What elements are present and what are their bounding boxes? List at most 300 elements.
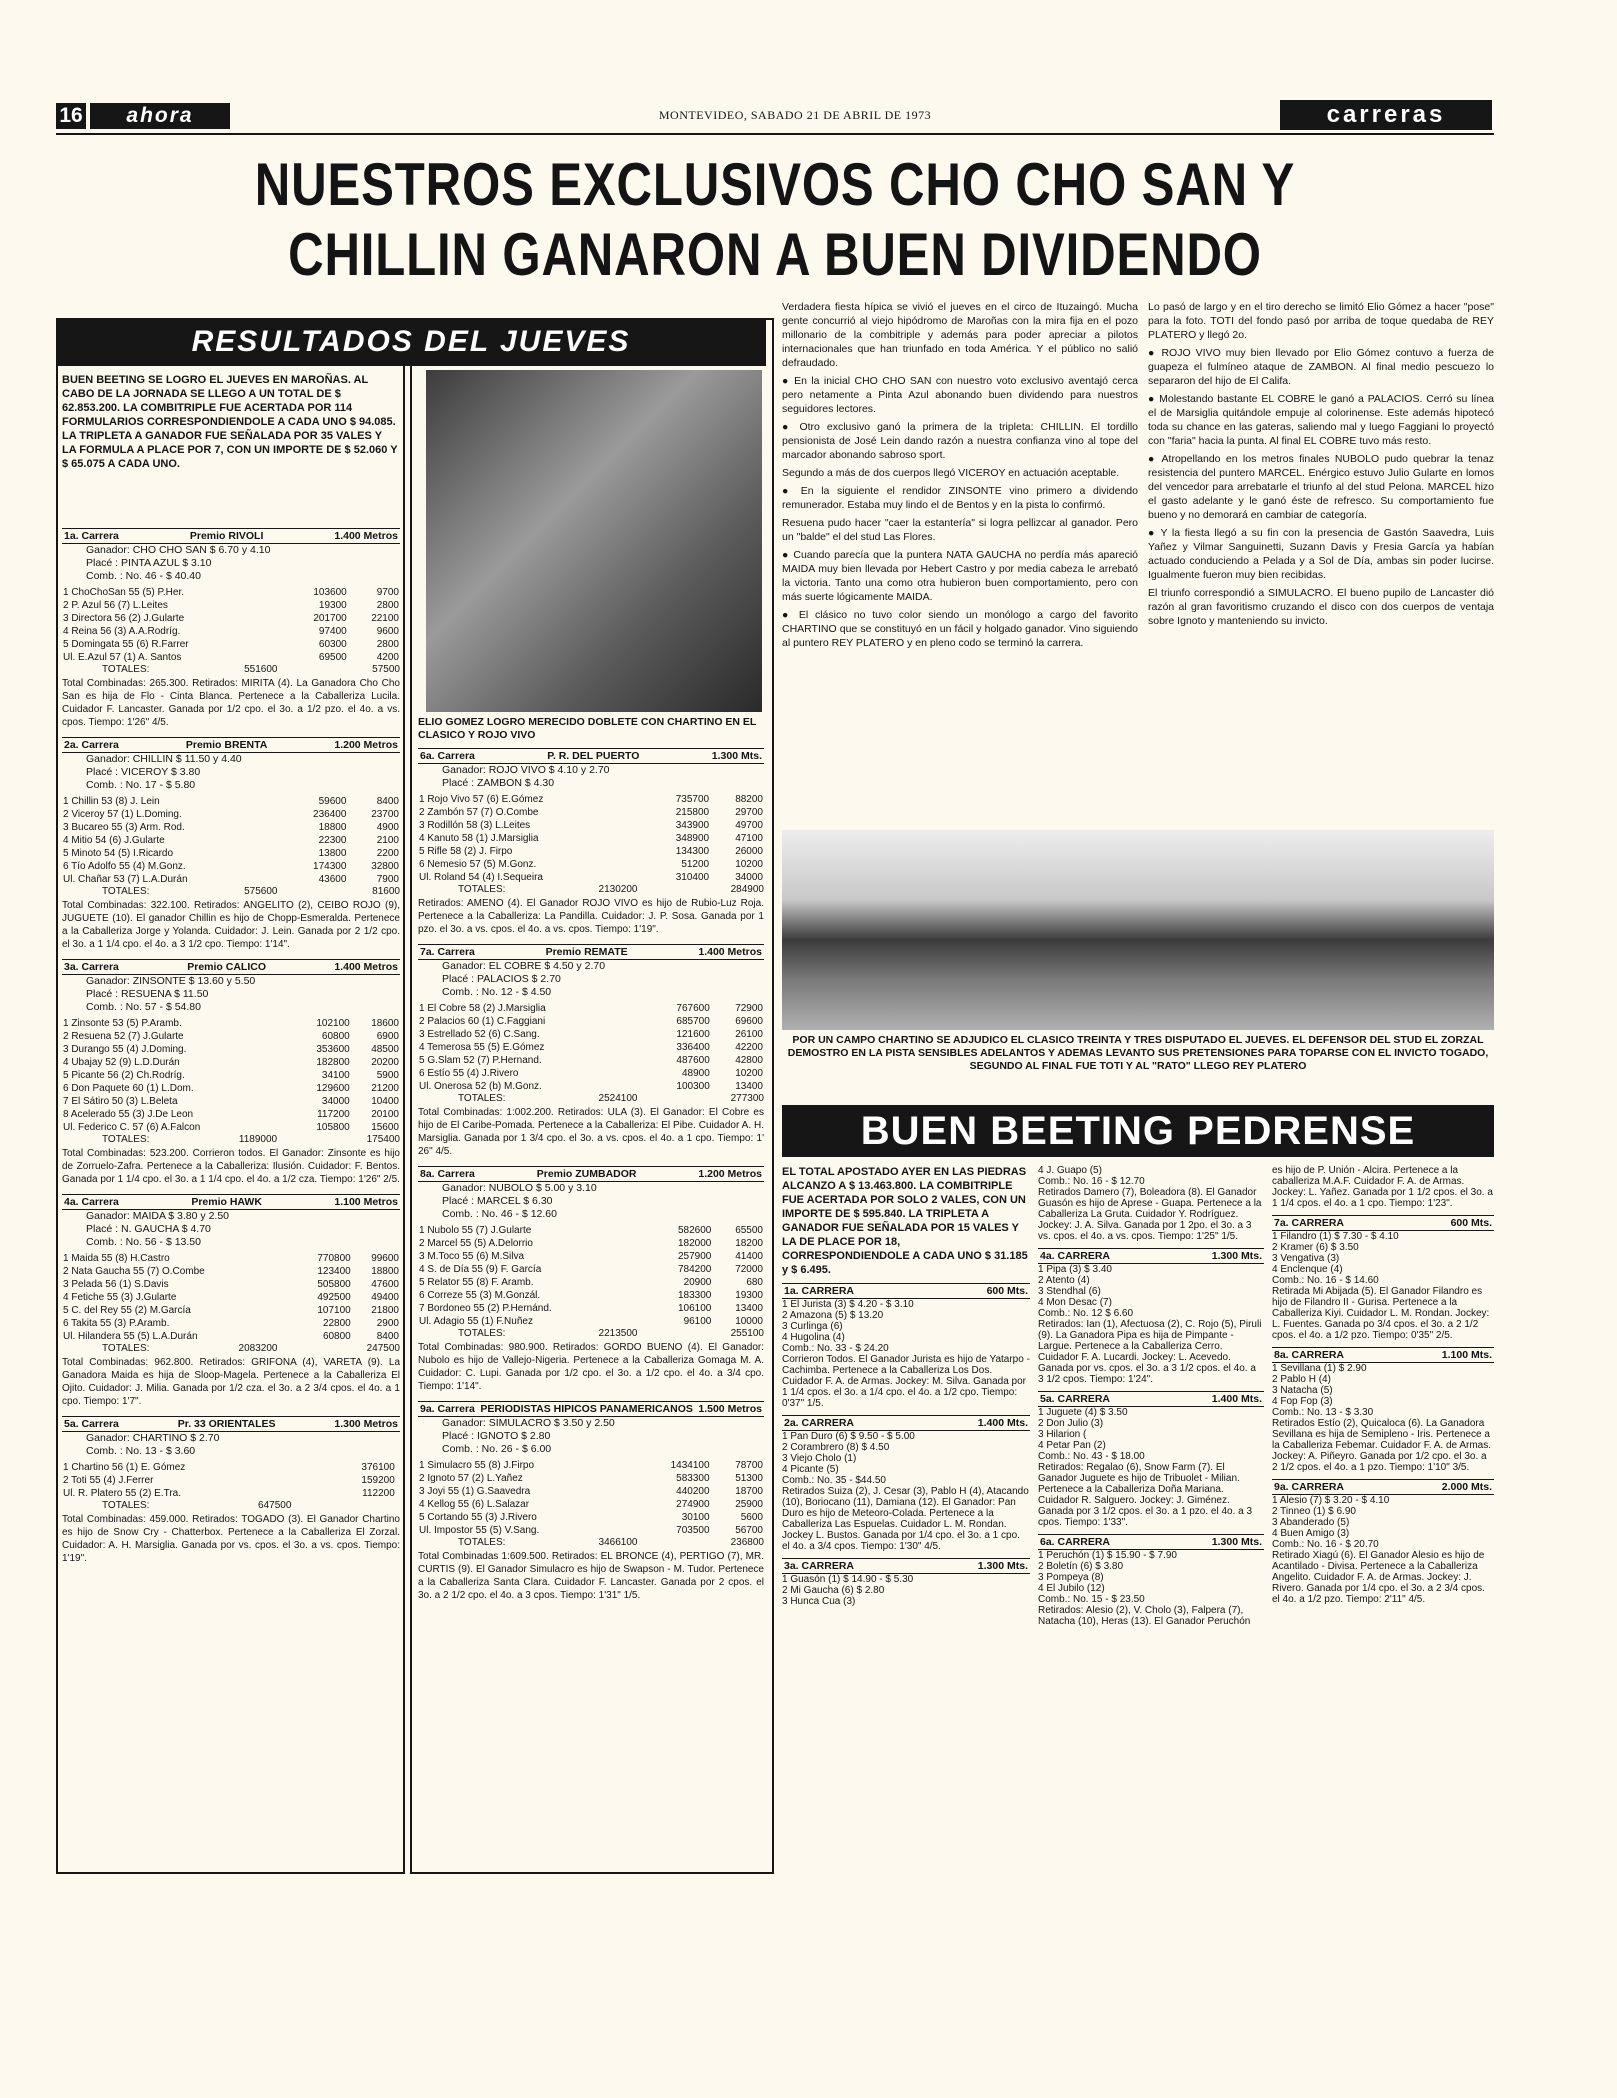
race-number: 6a. Carrera — [420, 750, 475, 762]
race-cell: Ul. E.Azul 57 (1) A. Santos — [63, 652, 182, 663]
race-cell: 2 Ignoto 57 (2) L.Yañez — [419, 1473, 523, 1484]
race-cell: 18800 — [318, 822, 347, 833]
pedrense-race-distance: 600 Mts. — [986, 1285, 1028, 1297]
race-number: 1a. Carrera — [64, 530, 119, 542]
race-cell: 4900 — [376, 822, 399, 833]
pedrense-line: 1 Peruchón (1) $ 15.90 - $ 7.90 — [1038, 1550, 1177, 1561]
pedrense-race — [782, 1558, 1030, 1607]
story-paragraph: ● El clásico no tuvo color siendo un monólogo a cargo del favorito CHARTINO que se constituyó en un fácil y holgado ganador. Vino siguiendo al puntero REY PLATERO y en pleno codo se terminó la carrera. — [782, 609, 1138, 649]
race-cell: 7900 — [376, 874, 399, 885]
race-cell: 4 Temerosa 55 (5) E.Gómez — [419, 1042, 545, 1053]
race-cell: 770800 — [317, 1253, 351, 1264]
race-header — [62, 959, 400, 975]
race-table — [418, 1459, 764, 1537]
pedrense-line: Comb.: No. 16 - $ 20.70 — [1272, 1539, 1379, 1550]
pedrense-race-body — [1272, 1495, 1494, 1605]
pedrense-race — [1272, 1165, 1494, 1209]
race-row — [418, 819, 764, 832]
race-cell: 1434100 — [670, 1460, 710, 1471]
race-row — [418, 793, 764, 806]
headline-line-2: CHILLIN GANARON A BUEN DIVIDENDO — [288, 221, 1262, 288]
race-cell: 6 Estío 55 (4) J.Rivero — [419, 1068, 519, 1079]
race-cell — [396, 1487, 400, 1500]
race-table — [418, 793, 764, 884]
race-cell: 685700 — [676, 1016, 710, 1027]
race-cell — [396, 1461, 400, 1474]
race-row — [418, 1080, 764, 1093]
race-total-cell: TOTALES: — [102, 1343, 150, 1354]
race-cell: 60800 — [321, 1031, 350, 1042]
race-cell: 47600 — [371, 1279, 399, 1290]
pedrense-race — [1038, 1391, 1264, 1528]
race-cell: 3 Durango 55 (4) J.Doming. — [63, 1044, 187, 1055]
pedrense-column-b — [1038, 1165, 1264, 1870]
race-cell: 10200 — [735, 859, 763, 870]
race-row — [62, 1030, 400, 1043]
race-row — [62, 1278, 400, 1291]
pedrense-race-number: 2a. CARRERA — [784, 1417, 855, 1429]
pedrense-race-header — [782, 1415, 1030, 1431]
pedrense-race-body — [1038, 1264, 1264, 1385]
race-place: Placé : VICEROY $ 3.80 — [86, 766, 201, 778]
race-cell: 376100 — [361, 1462, 395, 1473]
pedrense-line: 2 Mi Gaucha (6) $ 2.80 — [782, 1585, 885, 1596]
race-total-cell: TOTALES: — [458, 884, 506, 895]
race-header — [418, 1166, 764, 1182]
pedrense-line: Corrieron Todos. El Ganador Jurista es hijo de Yatarpo - Cachimba. Pertenece a la Caballeriza Los Dos. Cuidador F. A. de Armas. Jockey: M. Silva. Ganada por 1 1/4 cpos. el 3o. a 1/4 cpo. el 4o. a 1/2 cpo. Tiempo: 0'37" 1/5. — [782, 1354, 1030, 1409]
race-payouts — [418, 960, 764, 999]
race-totals — [62, 664, 400, 675]
headline-line-1: NUESTROS EXCLUSIVOS CHO CHO SAN Y — [254, 151, 1296, 218]
race-payouts — [62, 1432, 400, 1458]
race-cell: 4 Fetiche 55 (3) J.Gularte — [63, 1292, 177, 1303]
race-payouts — [418, 1417, 764, 1456]
race-winner: Ganador: CHILLIN $ 11.50 y 4.40 — [86, 753, 242, 765]
race-note: Total Combinadas: 459.000. Retirados: TOGADO (3). El Ganador Chartino es hijo de Snow Cry - Chatterbox. Pertenece a la Caballeriza El Zorzal. Cuidador: A. H. Marsiglia. Ganada por vs. cpos. el 3o. a vs. cpos. Tiempo: 1'19". — [62, 1514, 400, 1564]
story-paragraph: ● Y la fiesta llegó a su fin con la presencia de Gastón Saavedra, Luis Yañez y Vilmar Sanguinetti, Suzann Davis y Fresia García ya habían actuado conduciendo a Pelada y a Sol de Día, ambas sin poder lucirse. Igualmente fueron muy bien recibidas. — [1148, 527, 1494, 581]
race-cell: 96100 — [683, 1316, 712, 1327]
pedrense-line: Comb.: No. 35 - $44.50 — [782, 1475, 886, 1486]
race-cell: 18700 — [735, 1486, 763, 1497]
race-row — [62, 1121, 400, 1134]
race-cell: 51200 — [681, 859, 710, 870]
race-table — [418, 1224, 764, 1328]
race-row — [62, 625, 400, 638]
pedrense-line: 1 Filandro (1) $ 7.30 - $ 4.10 — [1272, 1231, 1399, 1242]
race-row — [62, 599, 400, 612]
race-place: Placé : IGNOTO $ 2.80 — [442, 1430, 551, 1442]
race-cell: 2 Marcel 55 (5) A.Delorrio — [419, 1238, 533, 1249]
race-total-cell: 247500 — [366, 1343, 400, 1354]
masthead-rule — [56, 133, 1494, 135]
pedrense-race — [782, 1283, 1030, 1409]
pedrense-line: Retirados Suiza (2), J. Cesar (3), Pablo H (4), Atacando (10), Boriocano (11), Damiana (12). El Ganador: Pan Duro es hijo de Meteoro-Colada. Pertenece a la Caballeriza Las Espuelas. Cuidador L. M. Rondan. Jockey L. Bustos. Ganada por 1/4 cpo. el 3o. a 1 cpo. el 4o. a 3/4 cpos. Tiempo: 1'30" 4/5. — [782, 1486, 1029, 1552]
race-prize: PERIODISTAS HIPICOS PANAMERICANOS — [480, 1403, 693, 1415]
pedrense-line: 4 Enclenque (4) — [1272, 1264, 1343, 1275]
race-total-cell: TOTALES: — [458, 1537, 506, 1548]
pedrense-line: Retirados: Regalao (6), Snow Farm (7). El Ganador Juguete es hijo de Tribuolet - Milian. Pertenece a la Caballeriza Doña Mariana. Cuidador R. Salguero. Jockey: J. Giménez. Ganada por 3 1/2 cpos. el 3o. a 1 pzo. el 4o. a 3 cpos. Tiempo: 1'33". — [1038, 1462, 1253, 1528]
race-table — [62, 795, 400, 886]
race-cell: 274900 — [676, 1499, 710, 1510]
pedrense-line: 2 Corambrero (8) $ 4.50 — [782, 1442, 890, 1453]
race-comb: Comb. : No. 57 - $ 54.80 — [86, 1001, 201, 1013]
race-distance: 1.300 Mts. — [711, 750, 762, 762]
race-cell: 1 ChoChoSan 55 (5) P.Her. — [63, 587, 185, 598]
race-row — [62, 1017, 400, 1030]
race-cell: 5 Domingata 55 (6) R.Farrer — [63, 639, 189, 650]
race-prize: Premio BRENTA — [185, 739, 268, 751]
pedrense-race — [1038, 1534, 1264, 1627]
race-result — [62, 1194, 400, 1408]
race-result — [62, 737, 400, 951]
pedrense-line: Comb.: No. 16 - $ 14.60 — [1272, 1275, 1379, 1286]
race-row — [62, 821, 400, 834]
pedrense-line: 1 El Jurista (3) $ 4.20 - $ 3.10 — [782, 1299, 914, 1310]
race-distance: 1.200 Metros — [334, 739, 398, 751]
pedrense-race-distance: 1.400 Mts. — [977, 1417, 1028, 1429]
race-cell: 10400 — [371, 1096, 399, 1107]
race-row — [62, 860, 400, 873]
pedrense-line: 2 Tinneo (1) $ 6.90 — [1272, 1506, 1356, 1517]
race-cell: 6 Don Paquete 60 (1) L.Dom. — [63, 1083, 194, 1094]
race-total-cell: 81600 — [372, 886, 400, 897]
race-total-cell: TOTALES: — [102, 1500, 150, 1511]
pedrense-line: 4 Petar Pan (2) — [1038, 1440, 1106, 1451]
pedrense-race-body — [1272, 1363, 1494, 1473]
pedrense-race-body — [1038, 1407, 1264, 1528]
race-prize: Premio ZUMBADOR — [536, 1168, 637, 1180]
race-cell: 102100 — [316, 1018, 350, 1029]
dateline: MONTEVIDEO, SABADO 21 DE ABRIL DE 1973 — [658, 108, 932, 122]
race-cell: 3 Rodillón 58 (3) L.Leites — [419, 820, 531, 831]
race-comb: Comb. : No. 13 - $ 3.60 — [86, 1445, 196, 1457]
race-distance: 1.500 Metros — [698, 1403, 762, 1415]
pedrense-race-number: 1a. CARRERA — [784, 1285, 855, 1297]
race-winner: Ganador: ROJO VIVO $ 4.10 y 2.70 — [442, 764, 610, 776]
race-comb: Comb. : No. 12 - $ 4.50 — [442, 986, 552, 998]
race-distance: 1.400 Metros — [334, 530, 398, 542]
race-row — [62, 1291, 400, 1304]
race-cell: 2 Resuena 52 (7) J.Gularte — [63, 1031, 184, 1042]
race-cell: 4 Kellog 55 (6) L.Salazar — [419, 1499, 530, 1510]
race-total-cell: TOTALES: — [458, 1093, 506, 1104]
race-row — [418, 1028, 764, 1041]
race-cell: 5 Minoto 54 (5) I.Ricardo — [63, 848, 174, 859]
race-cell: 18600 — [371, 1018, 399, 1029]
race-totals — [418, 1537, 764, 1548]
race-cell: 505800 — [317, 1279, 351, 1290]
race-header — [418, 1401, 764, 1417]
story-paragraph: Lo pasó de largo y en el tiro derecho se limitó Elio Gómez a hacer "pose" para la foto. TOTI del fondo pasó por arriba de toque quedaba de REY PLATERO y llegó 2o. — [1148, 301, 1494, 341]
race-number: 5a. Carrera — [64, 1418, 119, 1430]
race-place: Placé : MARCEL $ 6.30 — [442, 1195, 553, 1207]
pedrense-race-body — [782, 1431, 1030, 1552]
story-paragraph: ● Otro exclusivo ganó la primera de la tripleta: CHILLIN. El tordillo pensionista de José Lein dando razón a nuestra confianza vino al tope del marcador abonando sabroso sport. — [782, 421, 1138, 461]
pedrense-race-number: 6a. CARRERA — [1040, 1536, 1111, 1548]
race-number: 3a. Carrera — [64, 961, 119, 973]
race-place: Placé : ZAMBON $ 4.30 — [442, 777, 555, 789]
race-cell: 1 Nubolo 55 (7) J.Gularte — [419, 1225, 532, 1236]
pedrense-line: Retirados Damero (7), Boleadora (8). El Ganador Guasón es hijo de Aprese - Guapa. Pertenece a la Caballeriza La Gruta. Cuidador Y. Rodríguez. Jockey: J. A. Silva. Ganada por 1 2po. el 3o. a 3 vs. cpos. el 4o. a vs. cpos. Tiempo: 1'25" 1/5. — [1038, 1187, 1262, 1242]
race-row — [62, 651, 400, 664]
race-cell: 1 Zinsonte 53 (5) P.Aramb. — [63, 1018, 182, 1029]
story-paragraph: El triunfo correspondió a SIMULACRO. El bueno pupilo de Lancaster dió razón al gran favoritismo cruzando el disco con dos cuerpos de ventaja sobre Ignoto y manteniendo su invicto. — [1148, 587, 1494, 627]
race-header — [62, 737, 400, 753]
race-cell: 13400 — [735, 1303, 763, 1314]
pedrense-race-body — [1272, 1165, 1494, 1209]
pedrense-race-header — [782, 1558, 1030, 1574]
race-row — [62, 638, 400, 651]
pedrense-line: 3 Pompeya (8) — [1038, 1572, 1104, 1583]
race-total-cell: 1189000 — [238, 1134, 278, 1145]
race-cell: 353600 — [316, 1044, 350, 1055]
story-paragraph: ● Cuando parecía que la puntera NATA GAUCHA no perdía más apareció MAIDA muy bien llevada por Hebert Castro y por media cabeza le arrebató la victoria. Tanto una como otra hubieron buen comportamiento, pero con más suerte lógicamente MAIDA. — [782, 549, 1138, 603]
race-row — [62, 1108, 400, 1121]
race-note: Total Combinadas: 1:002.200. Retirados: ULA (3). El Ganador: El Cobre es hijo de El Caribe-Pomada. Pertenece a la Caballeriza: El Pibe. Cuidador A. H. Marsiglia. Ganada por 1 3/4 cpo. el 3o. a vs. cpos. el 4o. a 1 cpo. Tiempo: 1' 26" 4/5. — [418, 1107, 764, 1157]
story-paragraph: ● Molestando bastante EL COBRE le ganó a PALACIOS. Cerró su línea el de Marsiglia quitándole empuje al colorinense. Este además hipotecó toda su chance en las gateras, saliendo mal y luego Faggiani lo proyectó con "faria" hacia la punta. Al final EL COBRE tuvo más resto. — [1148, 393, 1494, 447]
race-cell: 2 Viceroy 57 (1) L.Doming. — [63, 809, 182, 820]
race-cell: 29700 — [735, 807, 763, 818]
race-cell: 48500 — [371, 1044, 399, 1055]
race-totals — [62, 886, 400, 897]
race-total-cell: 551600 — [244, 664, 278, 675]
section-label: carreras — [1280, 100, 1492, 130]
race-cell: 2100 — [376, 835, 399, 846]
race-cell: 703500 — [676, 1525, 710, 1536]
race-place: Placé : PALACIOS $ 2.70 — [442, 973, 561, 985]
race-row — [418, 845, 764, 858]
race-cell: 5600 — [740, 1512, 763, 1523]
pedrense-line: 3 Curlinga (6) — [782, 1321, 843, 1332]
pedrense-race — [1272, 1479, 1494, 1605]
race-row — [418, 1498, 764, 1511]
race-cell: 7 El Sátiro 50 (3) L.Beleta — [63, 1096, 178, 1107]
race-cell: 26100 — [735, 1029, 763, 1040]
race-cell: 15600 — [371, 1122, 399, 1133]
race-row — [62, 1474, 400, 1487]
story-paragraph: Verdadera fiesta hípica se vivió el jueves en el circo de Ituzaingó. Mucha gente concurrió al viejo hipódromo de Maroñas con la mira fija en el pozo millonario de la combitriple y además para poder apreciar a pilotos internacionales que han triunfado en toda América. Y el público no salió defraudado. — [782, 301, 1138, 369]
pedrense-race — [1272, 1347, 1494, 1473]
race-cell: 1 Rojo Vivo 57 (6) E.Gómez — [419, 794, 544, 805]
race-cell: 257900 — [678, 1251, 712, 1262]
race-cell: 735700 — [675, 794, 710, 805]
pedrense-line: 1 Juguete (4) $ 3.50 — [1038, 1407, 1128, 1418]
race-number: 7a. Carrera — [420, 946, 475, 958]
pedrense-line: 1 Alesio (7) $ 3.20 - $ 4.10 — [1272, 1495, 1390, 1506]
race-cell: 72000 — [735, 1264, 763, 1275]
pedrense-race-distance: 1.100 Mts. — [1441, 1349, 1492, 1361]
pedrense-line: Retirados: Ian (1), Afectuosa (2), C. Rojo (5), Piruli (9). La Ganadora Pipa es hija de Pimpante - Largue. Pertenece a la Caballeriza Cerro. Cuidador F. A. Lucardi. Jockey: L. Acevedo. Ganada por vs. cpos. el 3o. a 3 1/2 cpos. el 4o. a 3 1/2 cpos. Tiempo: 1'24". — [1038, 1319, 1262, 1385]
race-comb: Comb. : No. 17 - $ 5.80 — [86, 779, 196, 791]
race-cell: 487600 — [676, 1055, 710, 1066]
race-cell: 8 Acelerado 55 (3) J.De Leon — [63, 1109, 194, 1120]
race-number: 4a. Carrera — [64, 1196, 119, 1208]
race-cell: 42200 — [735, 1042, 763, 1053]
race-cell: 4 Reina 56 (3) A.A.Rodríg. — [63, 626, 181, 637]
race-totals — [418, 884, 764, 895]
race-note: Total Combinadas: 523.200. Corrieron todos. El Ganador: Zinsonte es hijo de Zorruelo-Zafra. Pertenece a la Caballeriza: Ilusión. Cuidador: F. Bentos. Ganada por 1 1/4 cpo. el 3o. a 1 1/4 cpo. el 4o. a 1/2 cza. Tiempo: 1'26" 2/5. — [62, 1148, 400, 1185]
race-cell: Ul. Onerosa 52 (b) M.Gonz. — [419, 1081, 542, 1092]
race-cell: 1 Simulacro 55 (8) J.Firpo — [419, 1460, 535, 1471]
pedrense-line: 3 Abanderado (5) — [1272, 1517, 1350, 1528]
race-row — [62, 612, 400, 625]
race-cell: 4200 — [376, 652, 399, 663]
pedrense-race-header — [1038, 1534, 1264, 1550]
race-prize: Premio REMATE — [545, 946, 628, 958]
race-cell: 99600 — [371, 1253, 399, 1264]
pedrense-race-header — [1272, 1347, 1494, 1363]
race-total-cell: 277300 — [730, 1093, 764, 1104]
race-cell: 182800 — [316, 1057, 350, 1068]
pedrense-line: 2 Boletín (6) $ 3.80 — [1038, 1561, 1124, 1572]
pedrense-race — [1038, 1248, 1264, 1385]
race-cell: 582600 — [678, 1225, 712, 1236]
race-row — [62, 795, 400, 808]
race-winner: Ganador: CHARTINO $ 2.70 — [86, 1432, 220, 1444]
pedrense-line: Retirados Estío (2), Quicaloca (6). La Ganadora Sevillana es hija de Semipleno - Iris. Pertenece a la Caballeriza Febemar. Cuidador F. A. de Armas. Jockey: A. Piñeyro. Ganada por 1/2 cpo. el 3o. a 2 1/2 cpos. el 4o. a 1 pzo. Tiempo: 1'10" 3/5. — [1272, 1418, 1491, 1473]
race-row — [62, 1082, 400, 1095]
race-cell: 5 G.Slam 52 (7) P.Hernand. — [419, 1055, 542, 1066]
race-cell: 2 Nata Gaucha 55 (7) O.Combe — [63, 1266, 205, 1277]
race-cell: 21800 — [371, 1305, 399, 1316]
story-paragraph: Segundo a más de dos cuerpos llegó VICEROY en actuación aceptable. — [782, 467, 1120, 479]
pedrense-line: 3 Viejo Cholo (1) — [782, 1453, 857, 1464]
race-cell: 60300 — [318, 639, 347, 650]
race-cell: 3 Directora 56 (2) J.Gularte — [63, 613, 185, 624]
race-total-cell: 255100 — [730, 1328, 764, 1339]
race-row — [418, 832, 764, 845]
jockey-photo-caption: ELIO GOMEZ LOGRO MERECIDO DOBLETE CON CHARTINO EN EL CLASICO Y ROJO VIVO — [418, 716, 757, 741]
pedrense-line: Comb.: No. 12 $ 6.60 — [1038, 1308, 1134, 1319]
race-result — [418, 1166, 764, 1393]
race-row — [418, 1067, 764, 1080]
race-cell: 26000 — [735, 846, 763, 857]
race-cell: 47100 — [735, 833, 763, 844]
race-cell: 60800 — [322, 1331, 351, 1342]
race-cell: 97400 — [318, 626, 347, 637]
race-cell: 22800 — [322, 1318, 351, 1329]
race-cell: 9700 — [376, 587, 399, 598]
race-comb: Comb. : No. 26 - $ 6.00 — [442, 1443, 552, 1455]
race-row — [62, 1095, 400, 1108]
race-cell: 159200 — [361, 1475, 395, 1486]
race-cell: 72900 — [735, 1003, 763, 1014]
race-cell: 348900 — [675, 833, 710, 844]
race-result — [418, 1401, 764, 1602]
race-cell: 784200 — [678, 1264, 712, 1275]
pedrense-line: Comb.: No. 43 - $ 18.00 — [1038, 1451, 1145, 1462]
race-number: 2a. Carrera — [64, 739, 119, 751]
race-result — [62, 959, 400, 1186]
jockey-photo — [426, 370, 762, 712]
race-cell: 2 Toti 55 (4) J.Ferrer — [63, 1475, 154, 1486]
pedrense-race-header — [782, 1283, 1030, 1299]
race-row — [62, 1461, 400, 1474]
race-total-cell: 3466100 — [598, 1537, 638, 1548]
pedrense-line: 1 Sevillana (1) $ 2.90 — [1272, 1363, 1367, 1374]
pedrense-line: Comb.: No. 13 - $ 3.30 — [1272, 1407, 1374, 1418]
race-cell: 59600 — [318, 796, 347, 807]
race-winner: Ganador: CHO CHO SAN $ 6.70 y 4.10 — [86, 544, 271, 556]
race-cell: 56700 — [735, 1525, 763, 1536]
race-cell: 5 Picante 56 (2) Ch.Rodríg. — [63, 1070, 185, 1081]
race-totals — [418, 1093, 764, 1104]
race-cell: 65500 — [735, 1225, 763, 1236]
race-row — [62, 1265, 400, 1278]
race-total-cell: 575600 — [244, 886, 278, 897]
race-cell: 19300 — [318, 600, 347, 611]
race-header — [62, 1416, 400, 1432]
race-row — [418, 1276, 764, 1289]
race-winner: Ganador: ZINSONTE $ 13.60 y 5.50 — [86, 975, 256, 987]
pedrense-line: 4 El Jubilo (12) — [1038, 1583, 1105, 1594]
race-cell: 583300 — [676, 1473, 710, 1484]
race-cell: 5 C. del Rey 55 (2) M.García — [63, 1305, 191, 1316]
pedrense-race-number: 3a. CARRERA — [784, 1560, 855, 1572]
results-title: RESULTADOS DEL JUEVES — [56, 318, 766, 366]
race-total-cell: 57500 — [372, 664, 400, 675]
race-cell: 492500 — [317, 1292, 351, 1303]
race-row — [62, 1317, 400, 1330]
race-cell: 123400 — [317, 1266, 351, 1277]
race-row — [418, 858, 764, 871]
race-row — [62, 1487, 400, 1500]
pedrense-line: 1 Pipa (3) $ 3.40 — [1038, 1264, 1112, 1275]
race-row — [62, 847, 400, 860]
race-distance: 1.200 Metros — [698, 1168, 762, 1180]
race-cell: 78700 — [735, 1460, 763, 1471]
pedrense-line: 2 Kramer (6) $ 3.50 — [1272, 1242, 1359, 1253]
pedrense-race-header — [1038, 1391, 1264, 1407]
race-row — [62, 1043, 400, 1056]
race-row — [62, 1330, 400, 1343]
pedrense-race-distance: 1.400 Mts. — [1211, 1393, 1262, 1405]
race-total-cell: TOTALES: — [102, 886, 150, 897]
race-cell: 23700 — [371, 809, 399, 820]
race-totals — [418, 1328, 764, 1339]
race-cell: 182000 — [678, 1238, 712, 1249]
pedrense-race-number: 5a. CARRERA — [1040, 1393, 1111, 1405]
race-cell: Ul. Roland 54 (4) I.Sequeira — [419, 872, 543, 883]
pedrense-race-number: 9a. CARRERA — [1274, 1481, 1345, 1493]
brand-logo: ahora — [90, 103, 230, 129]
race-header — [418, 944, 764, 960]
race-row — [418, 1315, 764, 1328]
race-cell: 41400 — [735, 1251, 763, 1262]
race-cell: 236400 — [313, 809, 347, 820]
race-cell: 42800 — [735, 1055, 763, 1066]
race-result — [62, 528, 400, 729]
race-note: Total Combinadas: 962.800. Retirados: GRIFONA (4), VARETA (9). La Ganadora Maida es hija de Sloop-Magela. Pertenece a la Caballeriza El Ojito. Cuidador: J. Milia. Ganada por 1/2 cza. el 3o. a 2 3/4 cpos. el 4o. a 1 cpo. Tiempo: 1'7". — [62, 1357, 400, 1407]
race-cell: 6 Tío Adolfo 55 (4) M.Gonz. — [63, 861, 186, 872]
race-total-cell: 284900 — [730, 884, 764, 895]
race-photo — [782, 830, 1494, 1030]
pedrense-line: 4 Mon Desac (7) — [1038, 1297, 1112, 1308]
race-total-cell: 2524100 — [598, 1093, 638, 1104]
pedrense-line: Retirados: Alesio (2), V. Cholo (3), Falpera (7), Natacha (10), Heras (13). El Ganador Peruchón — [1038, 1605, 1251, 1627]
pedrense-line: 3 Vengativa (3) — [1272, 1253, 1340, 1264]
race-cell: 49400 — [371, 1292, 399, 1303]
race-comb: Comb. : No. 56 - $ 13.50 — [86, 1236, 201, 1248]
race-row — [62, 1056, 400, 1069]
story-paragraph: Resuena pudo hacer "caer la estantería" si logra pellizcar al ganador. Pero un "balde" el del stud Las Flores. — [782, 517, 1138, 543]
race-photo-caption: POR UN CAMPO CHARTINO SE ADJUDICO EL CLASICO TREINTA Y TRES DISPUTADO EL JUEVES. EL DEFENSOR DEL STUD EL ZORZAL DEMOSTRO EN LA PISTA SENSIBLES ADELANTOS Y ADEMAS LEVANTO SUS PRETENSIONES PARA TOPARSE CON EL INVICTO TOGADO, SEGUNDO AL FINAL FUE TOTI Y AL "RATO" LLEGO REY PLATERO — [787, 1034, 1489, 1072]
race-number: 8a. Carrera — [420, 1168, 475, 1180]
page-number: 16 — [56, 103, 86, 129]
race-table — [418, 1002, 764, 1093]
race-prize: Premio RIVOLI — [189, 530, 264, 542]
race-payouts — [62, 544, 400, 583]
